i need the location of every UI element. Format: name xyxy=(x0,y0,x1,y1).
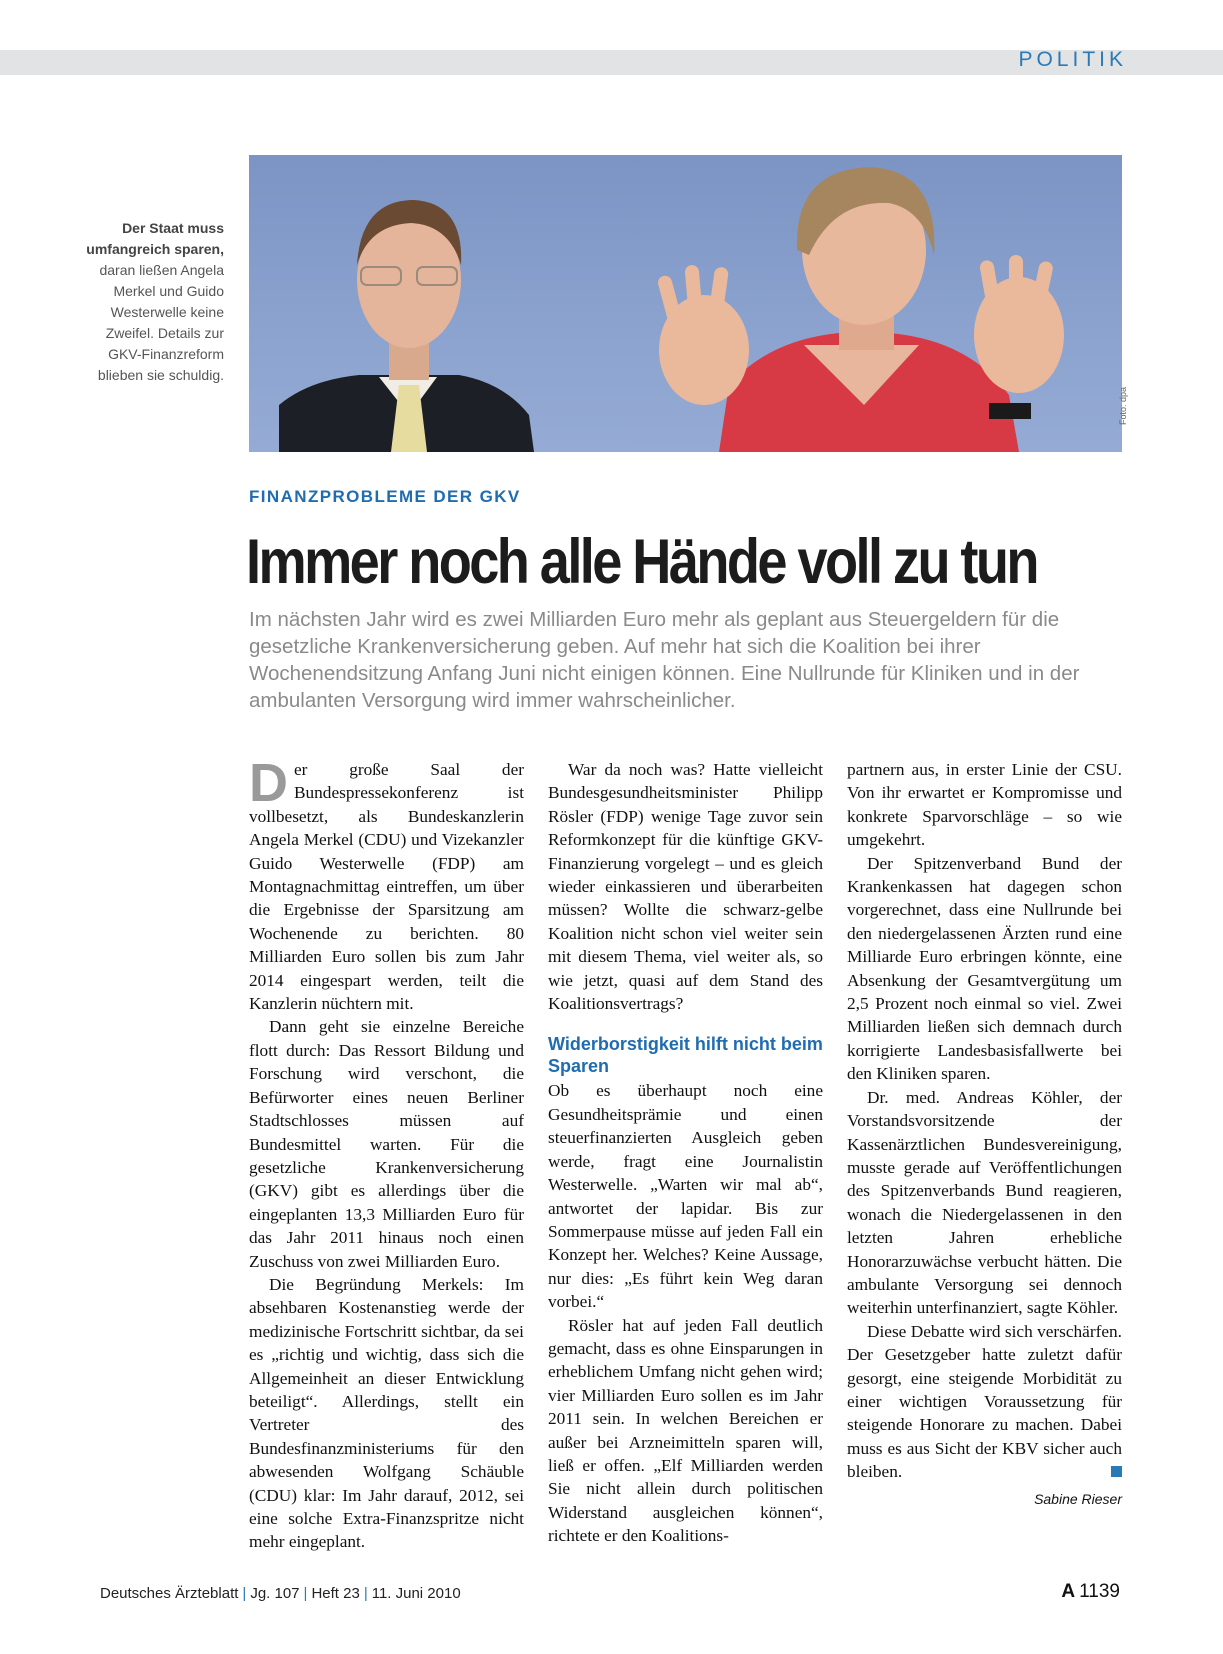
page-prefix: A xyxy=(1061,1581,1076,1602)
paragraph: War da noch was? Hatte vielleicht Bundesgesundheitsminister Philipp Rösler (FDP) wenige Tage zuvor sein Reformkonzept für die künftige GKV-Finanzierung vorgelegt – und es gleich wieder einkassieren und überarbeiten müssen? Wollte die schwarz-gelbe Koalition nicht schon viel weiter sein mit diesem Thema, viel weiter als, so wie jetzt, quasi auf dem Stand des Koalitionsvertrags? xyxy=(548,760,823,1014)
paragraph: Dann geht sie einzelne Bereiche flott durch: Das Ressort Bildung und Forschung wird verschont, die Befürworter eines neuen Berliner Stadtschlosses müssen auf Bundesmittel warten. Für die gesetzliche Krankenversicherung (GKV) gibt es allerdings über die eingeplanten 13,3 Milliarden Euro für das Jahr 2011 hinaus noch einen Zuschuss von zwei Milliarden Euro. xyxy=(249,1017,524,1271)
paragraph: Dr. med. Andreas Köhler, der Vorstandsvorsitzende der Kassenärztlichen Bundesvereinigung, musste gerade auf Veröffentlichungen des Spitzenverbands Bund reagieren, wonach die Niedergelassenen in den letzten Jahren erhebliche Honorarzuwächse verbucht hätten. Die ambulante Versorgung sei dennoch weiterhin unterfinanziert, sagte Köhler. xyxy=(847,1087,1122,1318)
headline: Immer noch alle Hände voll zu tun xyxy=(246,527,1037,597)
photo-caption xyxy=(70,218,224,386)
date: 11. Juni 2010 xyxy=(371,1585,461,1602)
paragraph xyxy=(847,1320,1122,1484)
article-column-2 xyxy=(548,758,823,1548)
lead-paragraph: Im nächsten Jahr wird es zwei Milliarden Euro mehr als geplant aus Steuergeldern für die gesetzliche Krankenversicherung geben. Auf mehr hat sich die Koalition bei ihrer Wochenendsitzung Anfang Juni nicht einigen können. Eine Nullrunde für Kliniken und in der ambulanten Versorgung wird immer wahrscheinlicher. xyxy=(249,608,1080,712)
photo-credit: Foto: dpa xyxy=(1118,386,1128,425)
paragraph: Ob es überhaupt noch eine Gesundheitsprämie und einen steuerfinanzierten Ausgleich geben werde, fragt eine Journalistin Westerwelle. „Warten wir mal ab“, antwortet der lapidar. Bis zur Sommerpause müsse auf jeden Fall ein Konzept her. Welches? Keine Aussage, nur dies: „Es führt kein Weg daran vorbei.“ xyxy=(548,1081,823,1312)
separator: | xyxy=(303,1585,308,1602)
page-number xyxy=(1061,1581,1120,1603)
paragraph: partnern aus, in erster Linie der CSU. Von ihr erwartet er Kompromisse und konkrete Sparvorschläge – so wie umgekehrt. xyxy=(847,760,1122,850)
paragraph-text: Diese Debatte wird sich verschärfen. Der Gesetzgeber hatte zuletzt dafür gesorgt, eine steigende Morbidität zu einer wichtigen Voraussetzung für steigende Honorare zu machen. Dabei muss es aus Sicht der KBV sicher auch bleiben. xyxy=(847,1321,1122,1482)
paragraph xyxy=(249,753,524,1015)
photo-illustration xyxy=(249,155,1122,452)
article-column-3 xyxy=(847,758,1122,1511)
journal-name: Deutsches Ärzteblatt xyxy=(100,1585,239,1602)
page-value: 1139 xyxy=(1079,1581,1120,1602)
separator: | xyxy=(242,1585,247,1602)
end-mark-icon xyxy=(1111,1466,1122,1477)
caption-bold: Der Staat muss umfangreich sparen, xyxy=(86,220,224,257)
section-label: POLITIK xyxy=(1018,48,1127,71)
footer xyxy=(100,1585,461,1602)
separator: | xyxy=(363,1585,368,1602)
drop-cap: D xyxy=(249,753,288,813)
volume: Jg. 107 xyxy=(250,1585,300,1602)
kicker: FINANZPROBLEME DER GKV xyxy=(249,487,521,506)
article-column-1 xyxy=(249,753,524,1554)
article-photo xyxy=(249,155,1122,452)
paragraph: Rösler hat auf jeden Fall deutlich gemacht, dass es ohne Einsparungen in erheblichem Umfang nicht gehen wird; vier Milliarden Euro sollen es im Jahr 2011 sein. In welchen Bereichen er außer bei Arzneimitteln sparen will, ließ er offen. „Elf Milliarden werden Sie nicht allein durch politischen Widerstand ausgleichen können“, richtete er den Koalitions- xyxy=(548,1315,823,1546)
author: Sabine Rieser xyxy=(1034,1490,1122,1507)
paragraph: Die Begründung Merkels: Im absehbaren Kostenanstieg werde der medizinische Fortschritt sichtbar, da sei es „richtig und wichtig, dass sich die Allgemeinheit an dieser Entwicklung beteiligt“. Allerdings, stellt ein Vertreter des Bundesfinanzministeriums für den abwesenden Wolfgang Schäuble (CDU) klar: Im Jahr darauf, 2012, sei eine solche Extra-Finanzspritze nicht mehr eingeplant. xyxy=(249,1274,524,1552)
caption-text: daran ließen Angela Merkel und Guido Westerwelle keine Zweifel. Details zur GKV-Finanzreform blieben sie schuldig. xyxy=(97,262,224,383)
subheading: Widerborstigkeit hilft nicht beim Sparen xyxy=(548,1034,823,1077)
paragraph-text: er große Saal der Bundespressekonferenz ist vollbesetzt, als Bundeskanzlerin Angela Merkel (CDU) und Vizekanzler Guido Westerwelle (FDP) am Montagnachmittag eintreffen, um über die Ergebnisse der Sparsitzung am Wochenende zu berichten. 80 Milliarden Euro sollen bis zum Jahr 2014 eingespart werden, teilt die Kanzlerin nüchtern mit. xyxy=(249,760,524,1014)
issue: Heft 23 xyxy=(311,1585,360,1602)
paragraph: Der Spitzenverband Bund der Krankenkassen hat dagegen schon vorgerechnet, dass eine Nullrunde bei den niedergelassenen Ärzten rund eine Milliarde Euro erbringen könnte, eine Absenkung der Gesamtvergütung um 2,5 Prozent noch einmal so viel. Zwei Milliarden ließen sich demnach durch korrigierte Landesbasisfallwerte bei den Kliniken sparen. xyxy=(847,853,1122,1084)
